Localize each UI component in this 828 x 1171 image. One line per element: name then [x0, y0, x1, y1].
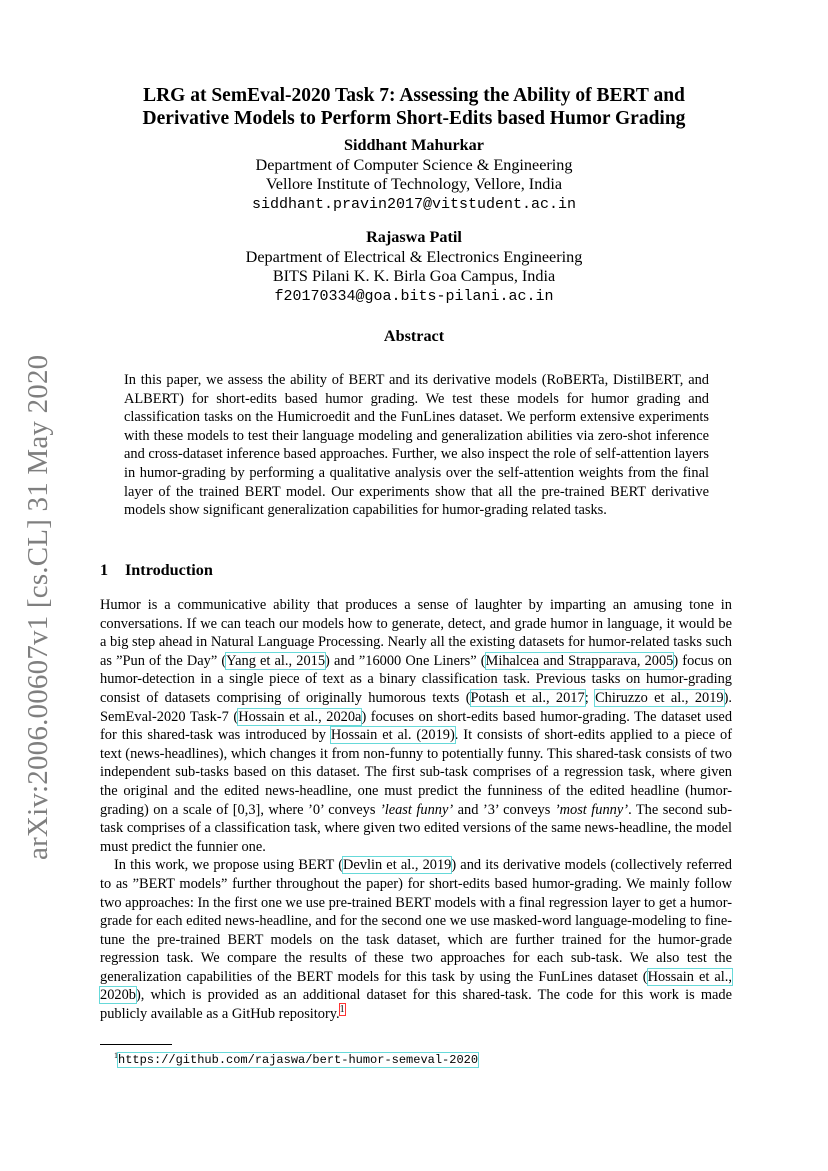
footnote-divider: [100, 1044, 172, 1045]
author-block-2: [0, 228, 828, 306]
paragraph-2: [100, 856, 732, 1023]
citation-link[interactable]: Devlin et al., 2019: [342, 857, 452, 874]
emphasis-text: ’most funny’: [554, 801, 629, 818]
text-run: . The second sub-task comprises of a classification task, where given two edited versions of the same news-headline, the model must predict the funnier one.: [100, 801, 733, 855]
citation-link[interactable]: Hossain et al., 2020b: [100, 968, 732, 1004]
author-block-1: [0, 136, 828, 214]
text-run: Humor is a communicative ability that produces a sense of laughter by imparting an amusing tone in conversations. If we can teach our models how to generate, detect, and grade humor in language, it would be a big step ahead in Natural Language Processing. Nearly all the existing datasets for humor-related tasks such as ”Pun of the Day” (: [100, 597, 732, 669]
paper-title-block: [0, 84, 828, 130]
author-department: Department of Computer Science & Engineering: [255, 155, 573, 174]
citation-link[interactable]: Chiruzzo et al., 2019: [595, 689, 724, 706]
text-run: ). SemEval-2020 Task-7 (: [100, 689, 732, 725]
text-run: and ’3’ conveys: [453, 801, 555, 818]
section-number: 1: [100, 561, 109, 579]
footnote-url-link[interactable]: https://github.com/rajaswa/bert-humor-semeval-2020: [118, 1053, 479, 1067]
footnote-mark: 1: [114, 1051, 118, 1060]
abstract-text: In this paper, we assess the ability of BERT and its derivative models (RoBERTa, DistilBERT, and ALBERT) for short-edits based humor grading. We test these models for humor grading and classification tasks on the Humicroedit and the FunLines dataset. We perform extensive experiments with these models to test their language modeling and generalization abilities via zero-shot inference and cross-dataset inference based approaches. Further, we also inspect the role of self-attention layers in humor-grading by performing a qualitative analysis over the self-attention weights from the final layer of the trained BERT model. Our experiments show that all the pre-trained BERT derivative models show significant generalization capabilities for humor-grading related tasks.: [124, 372, 709, 519]
abstract-heading: Abstract: [383, 327, 445, 345]
section-title: Introduction: [125, 561, 213, 579]
text-run: In this work, we propose using BERT (: [114, 857, 343, 874]
author-name: Siddhant Mahurkar: [344, 136, 484, 154]
citation-link[interactable]: Yang et al., 2015: [226, 652, 326, 669]
paper-title-line-1: LRG at SemEval-2020 Task 7: Assessing the Ability of BERT and: [143, 85, 685, 106]
emphasis-text: ’least funny’: [379, 801, 454, 818]
citation-link[interactable]: Potash et al., 2017: [470, 689, 585, 706]
text-run: ;: [584, 689, 596, 706]
paper-title-line-2: Derivative Models to Perform Short-Edits based Humor Grading: [142, 108, 686, 129]
citation-link[interactable]: Hossain et al. (2019): [330, 727, 455, 744]
footnote: [114, 1048, 478, 1068]
text-run: ) and ”16000 One Liners” (: [325, 652, 486, 669]
citation-link[interactable]: Mihalcea and Strapparava, 2005: [485, 652, 674, 669]
paragraph-1: [100, 596, 732, 856]
text-run: ) focus on humor-detection in a single piece of text as a binary classification task. Previous tasks on humor-grading consist of datasets comprising of originally humorous texts (: [100, 652, 732, 706]
text-run: . It consists of short-edits applied to a piece of text (news-headlines), which changes it from non-funny to potentially funny. This shared-task consists of two independent sub-tasks based on this dataset. The first sub-task comprises of a regression task, where given the original and the edited news-headline, one must predict the funniness of the edited headline (humor-grading) on a scale of [0,3], where ’0’ conveys: [100, 727, 732, 818]
author-institution: BITS Pilani K. K. Birla Goa Campus, India: [272, 267, 556, 285]
arxiv-stamp: arXiv:2006.00607v1 [cs.CL] 31 May 2020: [22, 354, 54, 860]
author-name: Rajaswa Patil: [366, 228, 462, 246]
footnote-ref-link[interactable]: 1: [339, 1004, 345, 1016]
section-heading-introduction: [100, 561, 213, 580]
citation-link[interactable]: Hossain et al., 2020a: [238, 708, 362, 725]
author-email[interactable]: f20170334@goa.bits-pilani.ac.in: [274, 287, 554, 305]
introduction-body: [100, 596, 732, 1024]
text-run: ) and its derivative models (collectively referred to as ”BERT models” further throughout the paper) for short-edits based humor-grading. We mainly follow two approaches: In the first one we use pre-trained BERT models with a final regression layer to get a humor-grade for each edited news-headline, and for the second one we use masked-word language-modeling to fine-tune the pre-trained BERT models on the task dataset, which are further trained for the humor-grade regression task. We compare the results of these two approaches for each sub-task. We also test the generalization capabilities of the BERT models for this task by using the FunLines dataset (: [100, 857, 732, 985]
author-institution: Vellore Institute of Technology, Vellore, India: [265, 175, 563, 193]
author-department: Department of Electrical & Electronics Engineering: [245, 247, 583, 266]
text-run: ), which is provided as an additional dataset for this shared-task. The code for this work is made publicly available as a GitHub repository.: [100, 987, 732, 1023]
author-email[interactable]: siddhant.pravin2017@vitstudent.ac.in: [251, 195, 577, 213]
text-run: ) focuses on short-edits based humor-grading. The dataset used for this shared-task was introduced by: [100, 708, 733, 744]
